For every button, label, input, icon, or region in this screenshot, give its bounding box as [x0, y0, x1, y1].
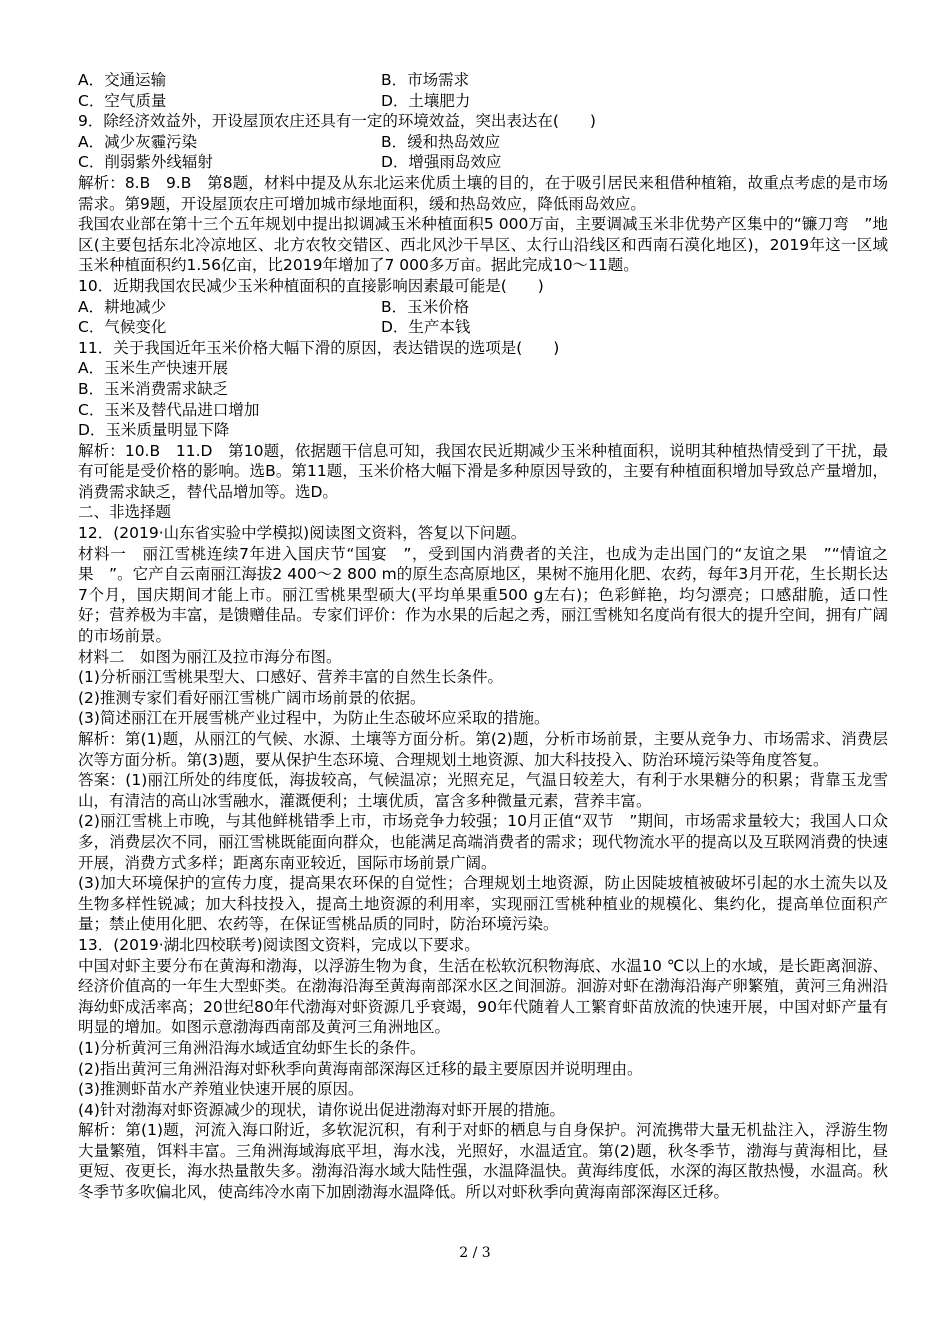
option-row — [78, 297, 888, 318]
text-line: 9．除经济效益外，开设屋顶农庄还具有一定的环境效益，突出表达在( ) — [78, 112, 596, 131]
option-text: D．增强雨岛效应 — [381, 153, 502, 172]
option-text: D．生产本钱 — [381, 318, 471, 337]
text-line: 二、非选择题 — [78, 503, 172, 522]
page-number: 2 / 3 — [459, 1245, 491, 1261]
text-line: (3)简述丽江在开展雪桃产业过程中，为防止生态破坏应采取的措施。 — [78, 709, 550, 728]
paragraph: 解析：第(1)题，河流入海口附近，多软泥沉积，有利于对虾的栖息与自身保护。河流携带大量无机盐注入，浮游生物大量繁殖，饵料丰富。三角洲海域海底平坦，海水浅，光照好，水温适宜。第(2)题，秋冬季节，渤海与黄海相比，昼更短、夜更长，海水热量散失多。渤海沿海水域大陆性强，水温降温快。黄海纬度低，水深的海区散热慢，水温高。秋冬季节多吹偏北风，使高纬冷水南下加剧渤海水温降低。所以对虾秋季向黄海南部深海区迁移。 — [78, 1121, 888, 1202]
paragraph: (3)加大环境保护的宣传力度，提高果农环保的自觉性；合理规划土地资源，防止因陡坡植被破坏引起的水土流失以及生物多样性锐减；加大科技投入，提高土地资源的利用率，实现丽江雪桃种植业的规模化、集约化，提高单位面积产量；禁止使用化肥、农药等，在保证雪桃品质的同时，防治环境污染。 — [78, 874, 888, 934]
text-line: 13．(2019·湖北四校联考)阅读图文资料，完成以下要求。 — [78, 935, 480, 954]
text-line: C．玉米及替代品进口增加 — [78, 400, 260, 419]
text-line: (1)分析黄河三角洲沿海水域适宜幼虾生长的条件。 — [78, 1038, 426, 1057]
option-text: D．土壤肥力 — [381, 91, 471, 110]
text-line: (1)分析丽江雪桃果型大、口感好、营养丰富的自然生长条件。 — [78, 668, 503, 687]
option-row — [78, 91, 888, 112]
option-text: B．缓和热岛效应 — [381, 132, 501, 151]
text-line: (2)推测专家们看好丽江雪桃广阔市场前景的依据。 — [78, 688, 426, 707]
option-text: C．气候变化 — [78, 318, 167, 337]
paragraph: 解析：第(1)题，从丽江的气候、水源、土壤等方面分析。第(2)题，分析市场前景，主要从竞争力、市场需求、消费层次等方面分析。第(3)题，要从保护生态环境、合理规划土地资源、加大科技投入、防治环境污染等角度答复。 — [78, 730, 888, 769]
text-line: B．玉米消费需求缺乏 — [78, 379, 229, 398]
text-line: (4)针对渤海对虾资源减少的现状，请你说出促进渤海对虾开展的措施。 — [78, 1100, 565, 1119]
option-text: C．空气质量 — [78, 91, 167, 110]
text-line: (2)指出黄河三角洲沿海对虾秋季向黄海南部深海区迁移的最主要原因并说明理由。 — [78, 1059, 643, 1078]
text-line: A．玉米生产快速开展 — [78, 359, 229, 378]
option-text: C．削弱紫外线辐射 — [78, 153, 213, 172]
option-row — [78, 132, 888, 153]
text-line: 11．关于我国近年玉米价格大幅下滑的原因，表达错误的选项是( ) — [78, 338, 560, 357]
option-text: B．市场需求 — [381, 71, 470, 89]
paragraph: 中国对虾主要分布在黄海和渤海，以浮游生物为食，生活在松软沉积物海底、水温10 ℃以上的水域，是长距离洄游、经济价值高的一年生大型虾类。在渤海沿海至黄海南部深水区之间洄游。洄游对虾在渤海沿海产卵繁殖，黄河三角洲沿海幼虾成活率高；20世纪80年代渤海对虾资源几乎衰竭，90年代随着人工繁育虾苗放流的快速开展，中国对虾产量有明显的增加。如图示意渤海西南部及黄河三角洲地区。 — [78, 956, 888, 1037]
text-line: D．玉米质量明显下降 — [78, 421, 230, 440]
paragraph: 解析：8.B 9.B 第8题，材料中提及从东北运来优质土壤的目的，在于吸引居民来租借种植箱，故重点考虑的是市场需求。第9题，开设屋顶农庄可增加城市绿地面积，缓和热岛效应，降低雨岛效应。 — [78, 173, 888, 213]
document-body — [78, 70, 888, 1203]
option-text: A．交通运输 — [78, 71, 167, 89]
option-row — [78, 70, 888, 91]
paragraph: 解析：10.B 11.D 第10题，依据题干信息可知，我国农民近期减少玉米种植面积，说明其种植热情受到了干扰，最有可能是受价格的影响。选B。第11题，玉米价格大幅下滑是多种原因导致的，主要有种植面积增加导致总产量增加，消费需求缺乏，替代品增加等。选D。 — [78, 441, 888, 501]
option-text: A．减少灰霾污染 — [78, 132, 198, 151]
option-text: A．耕地减少 — [78, 297, 167, 316]
option-row — [78, 152, 888, 173]
paragraph: 材料一 丽江雪桃连续7年进入国庆节“国宴 ”，受到国内消费者的关注，也成为走出国门的“友谊之果 ”“情谊之果 ”。它产自云南丽江海拔2 400～2 800 m的原生态高原地区，果树不施用化肥、农药，每年3月开花，生长期长达7个月，国庆期间才能上市。丽江雪桃果型硕大(平均单果重500 g左右)；色彩鲜艳，均匀漂亮；口感甜脆，适口性好；营养极为丰富，是馈赠佳品。专家们评价：作为水果的后起之秀，丽江雪桃知名度尚有很大的提升空间，拥有广阔的市场前景。 — [78, 544, 888, 646]
paragraph: 我国农业部在第十三个五年规划中提出拟调减玉米种植面积5 000万亩，主要调减玉米非优势产区集中的“镰刀弯 ”地区(主要包括东北冷凉地区、北方农牧交错区、西北风沙干旱区、太行山沿线区和西南石漠化地区)，2019年这一区域玉米种植面积约1.56亿亩，比2019年增加了7 000多万亩。据此完成10～11题。 — [78, 215, 888, 275]
text-line: (3)推测虾苗水产养殖业快速开展的原因。 — [78, 1080, 364, 1099]
text-line: 10．近期我国农民减少玉米种植面积的直接影响因素最可能是( ) — [78, 276, 544, 295]
option-row — [78, 317, 888, 338]
paragraph: 答案：(1)丽江所处的纬度低，海拔较高，气候温凉；光照充足，气温日较差大，有利于水果糖分的积累；背靠玉龙雪山，有清洁的高山冰雪融水，灌溉便利；土壤优质，富含多种微量元素，营养丰富。 — [78, 771, 888, 810]
text-line: 12．(2019·山东省实验中学模拟)阅读图文资料，答复以下问题。 — [78, 524, 527, 543]
option-text: B．玉米价格 — [381, 297, 470, 316]
paragraph: (2)丽江雪桃上市晚，与其他鲜桃错季上市，市场竞争力较强；10月正值“双节 ”期间，市场需求量较大；我国人口众多，消费层次不同，丽江雪桃既能面向群众，也能满足高端消费者的需求；现代物流水平的提高以及互联网消费的快速开展，消费方式多样；距离东南亚较近，国际市场前景广阔。 — [78, 812, 888, 872]
text-line: 材料二 如图为丽江及拉市海分布图。 — [78, 647, 342, 666]
